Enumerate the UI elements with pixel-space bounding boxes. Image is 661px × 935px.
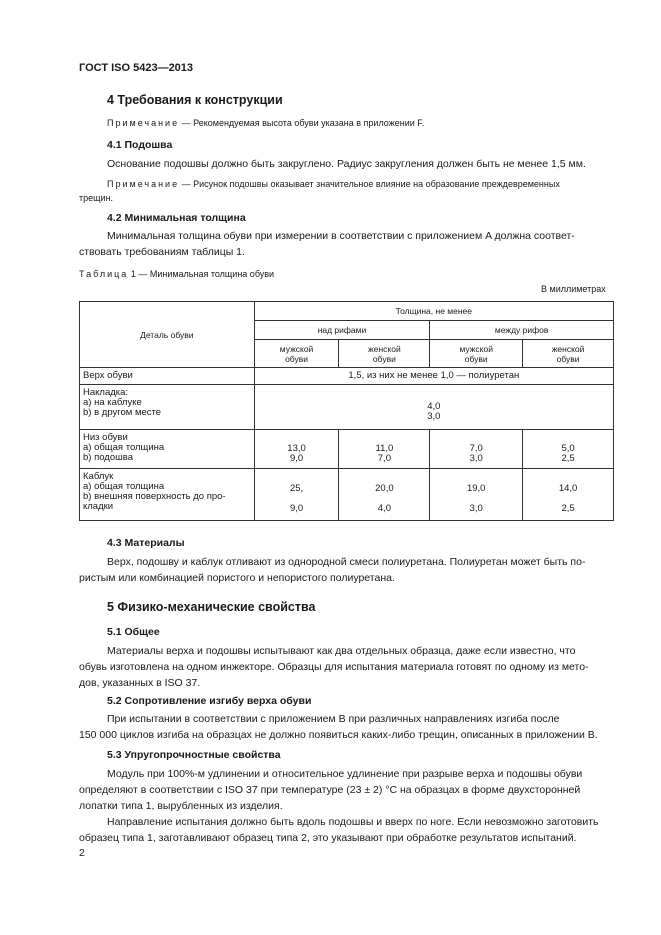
section-5-3-line-1: Модуль при 100%-м удлинении и относительное удлинение при разрыве верха и подошвы обуви — [107, 768, 583, 780]
heel-b-cont: кладки — [83, 501, 114, 512]
table-cell — [430, 469, 523, 521]
patch-value-b: 3,0 — [427, 411, 441, 422]
header-thickness: Толщина, не менее — [254, 302, 613, 321]
section-5-1-line-2: обувь изготовлена на одном инжекторе. Образцы для испытания материала готовят по одному из мето- — [79, 661, 589, 673]
section-5-2-line-2: 150 000 циклов изгиба на образцах не должно появиться каких-либо трещин, описанных в приложении B. — [79, 729, 598, 741]
header-female-over — [339, 340, 430, 368]
male-line-1: мужской — [279, 343, 314, 354]
section-4-2-line-1: Минимальная толщина обуви при измерении в соответствии с приложением A должна соответ- — [107, 230, 575, 242]
heel-title: Каблук — [83, 471, 114, 482]
section-5-1-line-3: дов, указанных в ISO 37. — [79, 677, 201, 689]
section-4-1-title: 4.1 Подошва — [107, 139, 173, 151]
document-header: ГОСТ ISO 5423—2013 — [79, 62, 194, 74]
section-5-3-line-2: определяют в соответствии с ISO 37 при температуре (23 ± 2) °C на образцах в форме двухсторонней — [79, 784, 581, 796]
section-5-title: 5 Физико-механические свойства — [107, 600, 316, 614]
row-bottom-label — [80, 430, 255, 469]
page-number: 2 — [79, 847, 85, 859]
male-line-2: обуви — [285, 353, 309, 364]
female-line-2: обуви — [556, 353, 580, 364]
table-row — [80, 385, 614, 430]
section-4-3-line-2: ристым или комбинацией пористого и непористого полиуретана. — [79, 572, 395, 584]
header-between-ribs: между рифов — [430, 321, 614, 340]
table-row — [80, 430, 614, 469]
table-unit: В миллиметрах — [541, 284, 606, 294]
patch-b: b) в другом месте — [83, 407, 162, 418]
section-5-3-title: 5.3 Упругопрочностные свойства — [107, 749, 281, 761]
section-4-1-text: Основание подошвы должно быть закруглено. Радиус закругления должен быть не менее 1,5 мм. — [107, 158, 586, 170]
bottom-a: a) общая толщина — [83, 442, 165, 453]
table-cell — [339, 469, 430, 521]
heel-b: b) внешняя поверхность до про- — [83, 491, 226, 502]
row-upper-value: 1,5, из них не менее 1,0 — полиуретан — [254, 368, 613, 385]
cell-value: 2,5 — [561, 503, 575, 514]
note-2-label: Примечание — [107, 179, 180, 189]
female-line-1: женской — [368, 343, 401, 354]
cell-value: 9,0 — [289, 453, 304, 464]
note-2-text: — Рисунок подошвы оказывает значительное влияние на образование преждевременных — [181, 179, 560, 189]
section-4-title: 4 Требования к конструкции — [107, 93, 283, 107]
table-caption-label: Таблица — [79, 269, 129, 279]
section-4-2-line-2: ствовать требованиям таблицы 1. — [79, 246, 245, 258]
row-patch-label — [80, 385, 255, 430]
female-line-1: женской — [551, 343, 585, 354]
section-5-2-line-1: При испытании в соответствии с приложением B при различных направлениях изгиба после — [107, 713, 560, 725]
cell-value: 11,0 — [375, 443, 394, 454]
header-part: Деталь обуви — [80, 302, 255, 368]
male-line-2: обуви — [464, 353, 488, 364]
bottom-title: Низ обуви — [83, 432, 128, 443]
heel-a: a) общая толщина — [83, 481, 165, 492]
table-cell — [523, 430, 614, 469]
cell-value: 9,0 — [289, 503, 304, 514]
cell-value: 25, — [289, 483, 304, 494]
bottom-b: b) подошва — [83, 452, 133, 463]
table-cell — [430, 430, 523, 469]
patch-a: a) на каблуке — [83, 397, 142, 408]
cell-value: 5,0 — [561, 443, 575, 454]
section-4-2-title: 4.2 Минимальная толщина — [107, 212, 246, 224]
patch-title: Накладка: — [83, 387, 129, 398]
section-5-1-title: 5.1 Общее — [107, 626, 160, 638]
cell-value: 4,0 — [377, 503, 391, 514]
table-row — [80, 469, 614, 521]
cell-value: 7,0 — [377, 453, 391, 464]
row-upper-label: Верх обуви — [80, 368, 255, 385]
note-2-text-cont: трещин. — [79, 193, 114, 203]
section-5-3-line-5: образец типа 1, заготавливают образец типа 2, это указывают при обработке результатов испытаний. — [79, 832, 577, 844]
note-1-label: Примечание — [107, 118, 180, 128]
table-cell — [523, 469, 614, 521]
table-cell — [254, 469, 339, 521]
header-male-between — [430, 340, 523, 368]
note-1 — [107, 118, 424, 128]
row-patch-values — [254, 385, 613, 430]
header-over-ribs: над рифами — [254, 321, 430, 340]
header-female-between — [523, 340, 614, 368]
table-caption-text: 1 — Минимальная толщина обуви — [130, 269, 275, 279]
section-5-2-title: 5.2 Сопротивление изгибу верха обуви — [107, 695, 312, 707]
section-5-3-line-3: лопатки типа 1, вырубленных из изделия. — [79, 800, 283, 812]
cell-value: 3,0 — [469, 503, 483, 514]
table-caption — [79, 269, 274, 279]
cell-value: 2,5 — [561, 453, 575, 464]
section-5-1-line-1: Материалы верха и подошвы испытывают как два отдельных образца, даже если известно, что — [107, 645, 576, 657]
cell-value: 14,0 — [558, 483, 578, 494]
patch-value-a: 4,0 — [427, 401, 441, 412]
table-row — [80, 368, 614, 385]
female-line-2: обуви — [372, 353, 396, 364]
note-2 — [107, 179, 560, 189]
table-cell — [254, 430, 339, 469]
section-4-3-title: 4.3 Материалы — [107, 537, 185, 549]
male-line-1: мужской — [459, 343, 493, 354]
section-4-3-line-1: Верх, подошву и каблук отливают из однородной смеси полиуретана. Полиуретан может быть по- — [107, 556, 586, 568]
cell-value: 20,0 — [375, 483, 394, 494]
cell-value: 13,0 — [287, 443, 306, 454]
cell-value: 3,0 — [469, 453, 483, 464]
thickness-table — [79, 301, 614, 521]
section-5-3-line-4: Направление испытания должно быть вдоль подошвы и вверх по ноге. Если невозможно заготовить — [107, 816, 599, 828]
row-heel-label — [80, 469, 255, 521]
header-male-over — [254, 340, 339, 368]
table-cell — [339, 430, 430, 469]
cell-value: 19,0 — [466, 483, 486, 494]
cell-value: 7,0 — [469, 443, 483, 454]
note-1-text: — Рекомендуемая высота обуви указана в приложении F. — [181, 118, 425, 128]
